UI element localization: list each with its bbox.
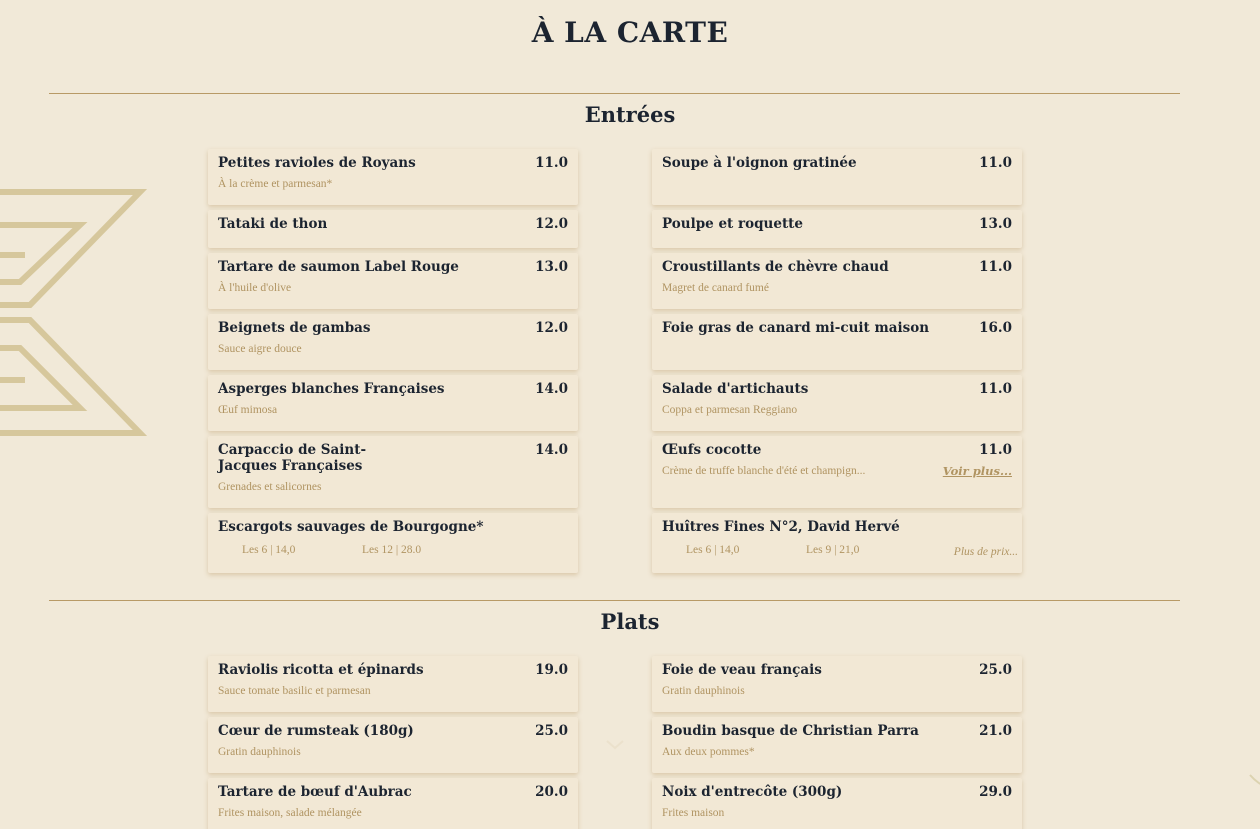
item-name: Poulpe et roquette: [662, 216, 804, 232]
item-description: Coppa et parmesan Reggiano: [662, 404, 798, 416]
item-price: 14.0: [535, 442, 568, 458]
item-description: Aux deux pommes*: [662, 746, 755, 758]
item-price: 29.0: [979, 784, 1012, 800]
item-description: Magret de canard fumé: [662, 282, 769, 294]
item-description: Gratin dauphinois: [218, 746, 301, 758]
item-price: 20.0: [535, 784, 568, 800]
menu-item[interactable]: [652, 717, 1022, 773]
item-price: 16.0: [979, 320, 1012, 336]
item-price: 13.0: [979, 216, 1012, 232]
item-name: Carpaccio de Saint-Jacques Françaises: [218, 442, 367, 474]
variant-price: Les 9 | 21,0: [806, 544, 860, 556]
menu-item[interactable]: [208, 210, 578, 248]
scroll-down-chevron-icon[interactable]: [604, 738, 626, 752]
item-price: 13.0: [535, 259, 568, 275]
item-name: Foie gras de canard mi-cuit maison: [662, 320, 930, 336]
item-name: Tataki de thon: [218, 216, 328, 232]
menu-item[interactable]: [208, 375, 578, 431]
item-name: Croustillants de chèvre chaud: [662, 259, 889, 275]
item-price: 12.0: [535, 320, 568, 336]
item-description: Crème de truffe blanche d'été et champign...: [662, 465, 866, 477]
entrees-right-column: [652, 149, 1022, 578]
item-name: Boudin basque de Christian Parra: [662, 723, 919, 739]
item-name: Foie de veau français: [662, 662, 822, 678]
menu-item[interactable]: [208, 778, 578, 829]
item-name: Beignets de gambas: [218, 320, 371, 336]
item-name: Cœur de rumsteak (180g): [218, 723, 414, 739]
page-title: À LA CARTE: [531, 16, 729, 49]
item-name: Soupe à l'oignon gratinée: [662, 155, 857, 171]
section-title-entrees: Entrées: [584, 102, 676, 127]
item-description: Grenades et salicornes: [218, 481, 322, 493]
item-description: Frites maison, salade mélangée: [218, 807, 362, 819]
item-price: 19.0: [535, 662, 568, 678]
variant-price: Les 12 | 28.0: [362, 544, 422, 556]
entrees-left-column: [208, 149, 578, 578]
item-name: Tartare de bœuf d'Aubrac: [218, 784, 412, 800]
decorative-pattern-icon: [0, 180, 160, 440]
item-description: Sauce aigre douce: [218, 343, 302, 355]
item-name: Salade d'artichauts: [662, 381, 809, 397]
item-price: 11.0: [979, 259, 1012, 275]
item-variants: [218, 544, 568, 556]
menu-item[interactable]: [208, 436, 578, 508]
menu-item[interactable]: [208, 149, 578, 205]
menu-item[interactable]: [208, 314, 578, 370]
menu-item[interactable]: [652, 210, 1022, 248]
item-name: Escargots sauvages de Bourgogne*: [218, 519, 484, 535]
menu-item[interactable]: [652, 314, 1022, 370]
variant-price: Les 6 | 14,0: [242, 544, 296, 556]
section-divider: [49, 93, 1180, 94]
section-title-plats: Plats: [600, 609, 660, 634]
item-price: 11.0: [535, 155, 568, 171]
item-description: Sauce tomate basilic et parmesan: [218, 685, 371, 697]
item-description: À la crème et parmesan*: [218, 178, 333, 190]
menu-item[interactable]: [652, 253, 1022, 309]
menu-item[interactable]: [652, 778, 1022, 829]
menu-item[interactable]: [652, 149, 1022, 205]
menu-item[interactable]: [208, 656, 578, 712]
item-price: 11.0: [979, 442, 1012, 458]
item-name: Noix d'entrecôte (300g): [662, 784, 843, 800]
plats-left-column: [208, 656, 578, 829]
item-price: 25.0: [979, 662, 1012, 678]
item-price: 11.0: [979, 155, 1012, 171]
item-price: 12.0: [535, 216, 568, 232]
more-prices-link[interactable]: Plus de prix...: [953, 546, 1018, 558]
see-more-link[interactable]: Voir plus...: [942, 464, 1012, 478]
item-description: Gratin dauphinois: [662, 685, 745, 697]
variant-price: Les 6 | 14,0: [686, 544, 740, 556]
plats-right-column: [652, 656, 1022, 829]
menu-item[interactable]: [652, 513, 1022, 573]
menu-item[interactable]: [208, 717, 578, 773]
menu-item[interactable]: [208, 513, 578, 573]
item-name: Raviolis ricotta et épinards: [218, 662, 424, 678]
item-name: Œufs cocotte: [662, 442, 762, 458]
item-description: Frites maison: [662, 807, 725, 819]
item-description: Œuf mimosa: [218, 404, 278, 416]
menu-item[interactable]: [208, 253, 578, 309]
item-name: Asperges blanches Françaises: [218, 381, 445, 397]
section-divider: [49, 600, 1180, 601]
item-description: À l'huile d'olive: [218, 282, 292, 294]
menu-item[interactable]: [652, 436, 1022, 508]
decorative-leaf-icon: [1240, 770, 1260, 800]
item-name: Huîtres Fines N°2, David Hervé: [662, 519, 900, 535]
menu-item[interactable]: [652, 656, 1022, 712]
item-price: 21.0: [979, 723, 1012, 739]
item-price: 14.0: [535, 381, 568, 397]
item-name: Tartare de saumon Label Rouge: [218, 259, 459, 275]
item-price: 11.0: [979, 381, 1012, 397]
item-name: Petites ravioles de Royans: [218, 155, 416, 171]
menu-item[interactable]: [652, 375, 1022, 431]
item-price: 25.0: [535, 723, 568, 739]
